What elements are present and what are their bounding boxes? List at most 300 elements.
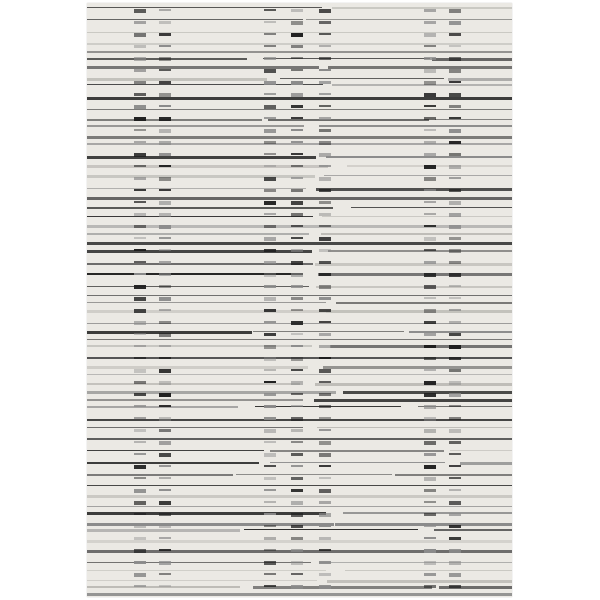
- rug-column-mark: [424, 477, 436, 481]
- rug-stripe: [87, 51, 512, 53]
- rug-column-mark: [424, 489, 436, 492]
- rug-column-mark: [319, 549, 331, 551]
- rug-column-mark: [449, 549, 461, 553]
- rug-stripe: [87, 383, 300, 385]
- rug-column-mark: [449, 501, 461, 505]
- rug-column-mark: [449, 441, 461, 444]
- rug-column-mark: [291, 273, 303, 277]
- rug-column-mark: [134, 561, 146, 564]
- rug-column-mark: [449, 177, 461, 179]
- rug-column-mark: [319, 57, 331, 60]
- rug-stripe: [395, 474, 512, 476]
- rug-column-mark: [319, 33, 331, 35]
- rug-column-mark: [449, 93, 461, 97]
- rug-column-mark: [159, 513, 171, 516]
- rug-column-mark: [291, 237, 303, 239]
- rug-column-mark: [449, 345, 461, 349]
- rug-column-mark: [134, 33, 146, 37]
- rug-stripe: [87, 506, 512, 507]
- rug-column-mark: [264, 501, 276, 503]
- rug-stripe: [87, 570, 326, 571]
- rug-column-mark: [319, 369, 331, 373]
- rug-column-mark: [424, 549, 436, 553]
- rug-column-mark: [424, 441, 436, 445]
- rug-column-mark: [159, 213, 171, 217]
- rug-stripe: [87, 399, 303, 401]
- rug-column-mark: [291, 129, 303, 131]
- rug-stripe: [87, 109, 512, 110]
- rug-column-mark: [449, 165, 461, 169]
- rug-column-mark: [319, 321, 331, 323]
- rug-column-mark: [159, 81, 171, 84]
- rug-column-mark: [449, 465, 461, 467]
- rug-column-mark: [424, 273, 436, 277]
- rug-stripe: [87, 474, 233, 476]
- rug-stripe: [321, 233, 512, 235]
- rug-stripe: [263, 58, 431, 59]
- rug-column-mark: [424, 9, 436, 12]
- rug-stripe: [87, 250, 312, 253]
- rug-column-mark: [424, 369, 436, 371]
- rug-stripe: [87, 374, 512, 375]
- rug-column-mark: [424, 57, 436, 60]
- rug-column-mark: [159, 561, 171, 565]
- rug-column-mark: [264, 477, 276, 480]
- rug-column-mark: [424, 285, 436, 289]
- rug-stripe: [316, 188, 512, 191]
- rug-column-mark: [134, 537, 146, 540]
- rug-column-mark: [291, 417, 303, 421]
- rug-column-mark: [264, 273, 276, 277]
- rug-column-mark: [134, 465, 146, 469]
- rug-column-mark: [424, 117, 436, 120]
- rug-column-mark: [264, 69, 276, 73]
- rug-column-mark: [291, 405, 303, 407]
- rug-column-mark: [134, 417, 146, 419]
- rug-column-mark: [134, 549, 146, 553]
- rug-column-mark: [424, 537, 436, 539]
- rug-stripe: [330, 345, 512, 348]
- rug-column-mark: [424, 381, 436, 385]
- rug-column-mark: [424, 561, 436, 565]
- rug-column-mark: [424, 525, 436, 527]
- rug-column-mark: [159, 249, 171, 251]
- rug-stripe: [332, 7, 512, 9]
- rug-column-mark: [424, 153, 436, 157]
- rug-column-mark: [449, 81, 461, 83]
- rug-column-mark: [159, 393, 171, 397]
- rug-column-mark: [424, 33, 436, 37]
- rug-column-mark: [449, 321, 461, 324]
- rug-column-mark: [159, 57, 171, 61]
- rug-stripe: [315, 263, 512, 266]
- rug-column-mark: [291, 465, 303, 467]
- rug-column-mark: [424, 105, 436, 107]
- rug-column-mark: [291, 369, 303, 371]
- rug-column-mark: [291, 45, 303, 48]
- rug-column-mark: [449, 273, 461, 277]
- rug-column-mark: [449, 153, 461, 156]
- rug-column-mark: [134, 213, 146, 216]
- rug-column-mark: [319, 9, 331, 13]
- rug-stripe: [87, 580, 317, 581]
- rug-column-mark: [134, 429, 146, 432]
- rug-column-mark: [449, 57, 461, 61]
- rug-stripe: [318, 273, 512, 276]
- rug-column-mark: [424, 333, 436, 336]
- rug-column-mark: [291, 261, 303, 265]
- rug-column-mark: [264, 141, 276, 144]
- rug-column-mark: [264, 429, 276, 433]
- rug-stripe: [87, 216, 313, 217]
- rug-stripe: [87, 593, 512, 596]
- rug-stripe: [87, 485, 512, 486]
- rug-column-mark: [291, 393, 303, 395]
- rug-column-mark: [319, 417, 331, 419]
- rug-column-mark: [319, 45, 331, 47]
- rug-stripe: [351, 207, 512, 208]
- rug-column-mark: [424, 573, 436, 576]
- rug-column-mark: [291, 213, 303, 217]
- rug-stripe: [326, 310, 512, 313]
- rug-stripe: [87, 339, 512, 340]
- rug-column-mark: [264, 237, 276, 241]
- rug-column-mark: [449, 429, 461, 433]
- rug-column-mark: [159, 525, 171, 528]
- rug-column-mark: [449, 453, 461, 455]
- rug-column-mark: [291, 513, 303, 517]
- rug-stripe: [87, 302, 326, 303]
- rug-column-mark: [134, 525, 146, 528]
- rug-column-mark: [159, 33, 171, 36]
- rug-column-mark: [424, 501, 436, 503]
- rug-stripe: [435, 119, 512, 120]
- rug-column-mark: [319, 357, 331, 359]
- rug-column-mark: [449, 261, 461, 264]
- rug-column-mark: [264, 249, 276, 252]
- rug-column-mark: [264, 417, 276, 420]
- rug-column-mark: [134, 141, 146, 143]
- rug-column-mark: [424, 465, 436, 469]
- rug-column-mark: [264, 321, 276, 323]
- rug-column-mark: [449, 129, 461, 133]
- rug-column-mark: [424, 393, 436, 397]
- rug-column-mark: [264, 393, 276, 396]
- rug-column-mark: [134, 453, 146, 455]
- rug-column-mark: [449, 9, 461, 13]
- rug-column-mark: [449, 561, 461, 565]
- rug-column-mark: [264, 441, 276, 443]
- rug-column-mark: [134, 513, 146, 515]
- rug-column-mark: [291, 153, 303, 155]
- rug-stripe: [328, 250, 512, 252]
- rug-stripe: [280, 78, 444, 79]
- rug-stripe: [328, 66, 512, 69]
- rug-column-mark: [424, 165, 436, 169]
- rug: [87, 3, 512, 597]
- rug-column-mark: [319, 213, 331, 216]
- rug-column-mark: [291, 165, 303, 167]
- rug-column-mark: [134, 189, 146, 191]
- rug-column-mark: [424, 297, 436, 299]
- rug-column-mark: [264, 405, 276, 408]
- rug-column-mark: [291, 357, 303, 361]
- rug-stripe: [326, 156, 512, 158]
- rug-column-mark: [134, 585, 146, 587]
- rug-column-mark: [134, 177, 146, 180]
- rug-column-mark: [291, 57, 303, 59]
- rug-stripe: [323, 366, 512, 369]
- rug-column-mark: [264, 381, 276, 383]
- rug-stripe: [460, 462, 512, 465]
- rug-column-mark: [424, 321, 436, 324]
- rug-column-mark: [159, 321, 171, 324]
- rug-column-mark: [291, 105, 303, 108]
- rug-column-mark: [424, 429, 436, 433]
- rug-column-mark: [319, 189, 331, 192]
- rug-column-mark: [319, 453, 331, 457]
- rug-column-mark: [159, 45, 171, 47]
- rug-column-mark: [264, 225, 276, 228]
- rug-column-mark: [319, 21, 331, 24]
- rug-column-mark: [291, 561, 303, 565]
- rug-column-mark: [291, 69, 303, 71]
- rug-stripe: [450, 450, 512, 451]
- rug-column-mark: [291, 297, 303, 300]
- rug-column-mark: [134, 201, 146, 203]
- rug-column-mark: [449, 249, 461, 253]
- rug-column-mark: [424, 225, 436, 227]
- rug-stripe: [87, 450, 264, 451]
- rug-column-mark: [134, 21, 146, 24]
- rug-stripe: [87, 295, 512, 296]
- rug-stripe: [336, 302, 512, 304]
- rug-stripe: [315, 383, 512, 386]
- rug-stripe: [314, 399, 512, 402]
- rug-column-mark: [319, 261, 331, 264]
- rug-column-mark: [134, 477, 146, 479]
- rug-column-mark: [291, 201, 303, 205]
- rug-column-mark: [134, 45, 146, 48]
- rug-column-mark: [134, 153, 146, 157]
- rug-stripe: [317, 427, 512, 428]
- rug-column-mark: [319, 201, 331, 204]
- rug-column-mark: [134, 441, 146, 443]
- rug-column-mark: [319, 537, 331, 540]
- rug-column-mark: [319, 117, 331, 120]
- rug-column-mark: [159, 441, 171, 445]
- rug-column-mark: [134, 129, 146, 131]
- rug-column-mark: [264, 297, 276, 301]
- rug-column-mark: [319, 477, 331, 479]
- rug-column-mark: [134, 309, 146, 313]
- rug-column-mark: [424, 177, 436, 181]
- rug-stripe: [244, 529, 418, 530]
- rug-column-mark: [159, 237, 171, 239]
- rug-column-mark: [424, 201, 436, 203]
- rug-stripe: [87, 78, 267, 81]
- rug-column-mark: [134, 69, 146, 72]
- rug-column-mark: [319, 585, 331, 589]
- rug-column-mark: [264, 117, 276, 119]
- rug-column-mark: [291, 573, 303, 575]
- rug-column-mark: [291, 81, 303, 85]
- rug-column-mark: [449, 393, 461, 397]
- rug-column-mark: [159, 477, 171, 479]
- rug-column-mark: [264, 573, 276, 575]
- rug-column-mark: [159, 357, 171, 359]
- rug-column-mark: [134, 249, 146, 251]
- rug-column-mark: [134, 573, 146, 577]
- rug-column-mark: [424, 93, 436, 97]
- rug-column-mark: [449, 333, 461, 336]
- rug-column-mark: [264, 105, 276, 109]
- rug-stripe: [87, 495, 512, 498]
- rug-column-mark: [424, 309, 436, 313]
- rug-stripe: [87, 156, 316, 159]
- rug-column-mark: [291, 21, 303, 25]
- rug-column-mark: [449, 285, 461, 287]
- rug-column-mark: [319, 309, 331, 312]
- rug-column-mark: [319, 501, 331, 504]
- rug-column-mark: [449, 537, 461, 540]
- rug-stripe: [87, 19, 303, 20]
- rug-column-mark: [134, 261, 146, 263]
- rug-column-mark: [159, 381, 171, 385]
- rug-column-mark: [319, 345, 331, 348]
- rug-column-mark: [424, 189, 436, 191]
- rug-column-mark: [449, 213, 461, 217]
- rug-column-mark: [134, 165, 146, 167]
- rug-column-mark: [319, 273, 331, 276]
- rug-column-mark: [264, 129, 276, 133]
- rug-stripe: [324, 175, 512, 176]
- rug-column-mark: [134, 393, 146, 396]
- rug-stripe: [87, 84, 323, 85]
- rug-stripe: [270, 450, 444, 452]
- rug-stripe: [87, 427, 303, 428]
- rug-column-mark: [134, 117, 146, 121]
- rug-column-mark: [159, 285, 171, 288]
- rug-column-mark: [264, 357, 276, 361]
- rug-stripe: [87, 66, 319, 69]
- rug-column-mark: [424, 129, 436, 131]
- rug-column-mark: [134, 237, 146, 239]
- rug-column-mark: [264, 177, 276, 181]
- rug-column-mark: [424, 249, 436, 251]
- rug-column-mark: [264, 453, 276, 457]
- rug-column-mark: [449, 513, 461, 516]
- rug-column-mark: [319, 249, 331, 252]
- rug-column-mark: [159, 537, 171, 539]
- rug-column-mark: [449, 105, 461, 108]
- rug-column-mark: [134, 105, 146, 109]
- rug-column-mark: [134, 93, 146, 96]
- rug-column-mark: [449, 585, 461, 588]
- rug-column-mark: [264, 537, 276, 540]
- rug-column-mark: [424, 141, 436, 144]
- rug-stripe: [236, 474, 392, 475]
- rug-column-mark: [449, 417, 461, 420]
- rug-column-mark: [264, 57, 276, 60]
- rug-stripe: [319, 125, 512, 127]
- rug-column-mark: [424, 405, 436, 409]
- rug-stripe: [432, 58, 512, 61]
- rug-column-mark: [159, 549, 171, 551]
- rug-column-mark: [449, 45, 461, 47]
- rug-column-mark: [424, 237, 436, 241]
- rug-column-mark: [424, 417, 436, 421]
- rug-column-mark: [291, 453, 303, 456]
- rug-column-mark: [159, 93, 171, 97]
- rug-column-mark: [449, 33, 461, 36]
- rug-column-mark: [134, 273, 146, 275]
- rug-column-mark: [449, 69, 461, 73]
- rug-stripe: [87, 345, 312, 347]
- rug-column-mark: [319, 297, 331, 300]
- rug-column-mark: [159, 501, 171, 505]
- rug-column-mark: [134, 285, 146, 289]
- rug-stripe: [87, 197, 512, 200]
- rug-column-mark: [291, 309, 303, 311]
- rug-column-mark: [264, 9, 276, 11]
- rug-column-mark: [424, 585, 436, 588]
- rug-column-mark: [319, 81, 331, 84]
- rug-column-mark: [291, 117, 303, 119]
- rug-column-mark: [134, 369, 146, 373]
- rug-stripe: [253, 331, 404, 332]
- rug-column-mark: [319, 237, 331, 241]
- rug-stripe: [87, 7, 322, 8]
- rug-column-mark: [319, 69, 331, 71]
- rug-column-mark: [319, 489, 331, 493]
- rug-column-mark: [424, 69, 436, 73]
- rug-column-mark: [159, 417, 171, 421]
- rug-column-mark: [449, 237, 461, 240]
- rug-column-mark: [291, 585, 303, 589]
- rug-column-mark: [291, 537, 303, 540]
- rug-column-mark: [159, 225, 171, 229]
- rug-column-mark: [134, 501, 146, 505]
- rug-column-mark: [424, 21, 436, 24]
- rug-column-mark: [291, 249, 303, 252]
- rug-column-mark: [449, 201, 461, 205]
- rug-column-mark: [319, 525, 331, 527]
- rug-column-mark: [159, 405, 171, 407]
- rug-column-mark: [134, 489, 146, 493]
- rug-column-mark: [291, 489, 303, 492]
- rug-column-mark: [291, 549, 303, 552]
- rug-column-mark: [159, 129, 171, 133]
- rug-column-mark: [159, 141, 171, 145]
- rug-column-mark: [159, 585, 171, 587]
- rug-column-mark: [159, 369, 171, 373]
- rug-column-mark: [449, 189, 461, 192]
- rug-column-mark: [449, 405, 461, 407]
- rug-stripe: [253, 586, 432, 589]
- rug-column-mark: [291, 429, 303, 432]
- rug-column-mark: [319, 573, 331, 576]
- rug-column-mark: [264, 81, 276, 85]
- rug-column-mark: [319, 153, 331, 157]
- rug-column-mark: [291, 525, 303, 528]
- rug-column-mark: [291, 441, 303, 443]
- rug-column-mark: [159, 21, 171, 24]
- rug-column-mark: [264, 549, 276, 551]
- rug-column-mark: [291, 93, 303, 97]
- rug-column-mark: [291, 477, 303, 480]
- rug-column-mark: [449, 117, 461, 119]
